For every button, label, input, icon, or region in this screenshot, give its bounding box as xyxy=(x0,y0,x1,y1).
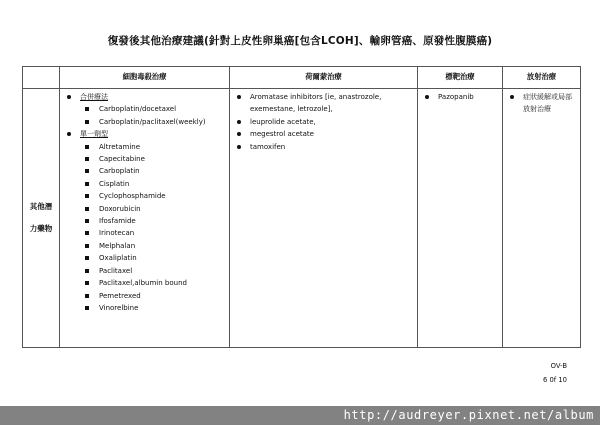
single-agent-list xyxy=(66,141,229,315)
watermark-bar xyxy=(0,406,600,425)
table-row xyxy=(23,89,581,348)
targeted-cell xyxy=(418,89,503,348)
row-label-cell xyxy=(23,89,60,348)
list-item: Melphalan xyxy=(66,240,229,252)
list-item: leuprolide acetate, xyxy=(236,116,417,128)
list-item: Paclitaxel xyxy=(66,265,229,277)
treatment-table xyxy=(22,66,581,348)
header-hormonal: 荷爾蒙治療 xyxy=(230,67,418,89)
list-item: Ifosfamide xyxy=(66,215,229,227)
cytotoxic-list xyxy=(60,89,229,314)
list-item: Altretamine xyxy=(66,141,229,153)
list-item: Cisplatin xyxy=(66,178,229,190)
header-empty-cell xyxy=(23,67,60,89)
list-item: Oxaliplatin xyxy=(66,252,229,264)
list-item: Carboplatin/docetaxel xyxy=(66,103,229,115)
table-header-row xyxy=(23,67,581,89)
list-item: Doxorubicin xyxy=(66,203,229,215)
single-heading: 單一劑型 xyxy=(80,130,108,139)
list-item: Carboplatin xyxy=(66,165,229,177)
targeted-list xyxy=(418,89,502,103)
list-item: Pazopanib xyxy=(424,91,502,103)
cytotoxic-cell xyxy=(60,89,230,348)
radiation-cell xyxy=(503,89,581,348)
list-item: tamoxifen xyxy=(236,141,417,153)
document-code: OV-B xyxy=(550,362,567,370)
list-item: Carboplatin/paclitaxel(weekly) xyxy=(66,116,229,128)
row-label-line: 力藥物 xyxy=(29,224,53,233)
list-item: Capecitabine xyxy=(66,153,229,165)
list-item xyxy=(66,91,229,128)
list-item: Pemetrexed xyxy=(66,290,229,302)
radiation-list xyxy=(503,89,580,116)
list-item: Paclitaxel,albumin bound xyxy=(66,277,229,289)
hormonal-list xyxy=(230,89,417,153)
header-radiation: 放射治療 xyxy=(503,67,581,89)
list-item xyxy=(66,128,229,314)
watermark-url: http://audreyer.pixnet.net/album xyxy=(343,408,594,422)
list-item: Vinorelbine xyxy=(66,302,229,314)
combo-list xyxy=(66,103,229,128)
document-title: 復發後其他治療建議(針對上皮性卵巢癌[包含LCOH]、輸卵管癌、原發性腹膜癌) xyxy=(107,35,493,47)
row-label-line: 其他潛 xyxy=(29,202,53,211)
list-item: Irinotecan xyxy=(66,227,229,239)
list-item: megestrol acetate xyxy=(236,128,417,140)
list-item: Cyclophosphamide xyxy=(66,190,229,202)
page-number: 6 0f 10 xyxy=(542,376,567,384)
list-item: Aromatase inhibitors [ie, anastrozole, exemestane, letrozole], xyxy=(236,91,417,116)
header-cytotoxic: 細胞毒殺治療 xyxy=(60,67,230,89)
header-targeted: 標靶治療 xyxy=(418,67,503,89)
combo-heading: 合併療法 xyxy=(80,93,108,101)
hormonal-cell xyxy=(230,89,418,348)
list-item: 症狀緩解或局部放射治療 xyxy=(509,91,580,116)
